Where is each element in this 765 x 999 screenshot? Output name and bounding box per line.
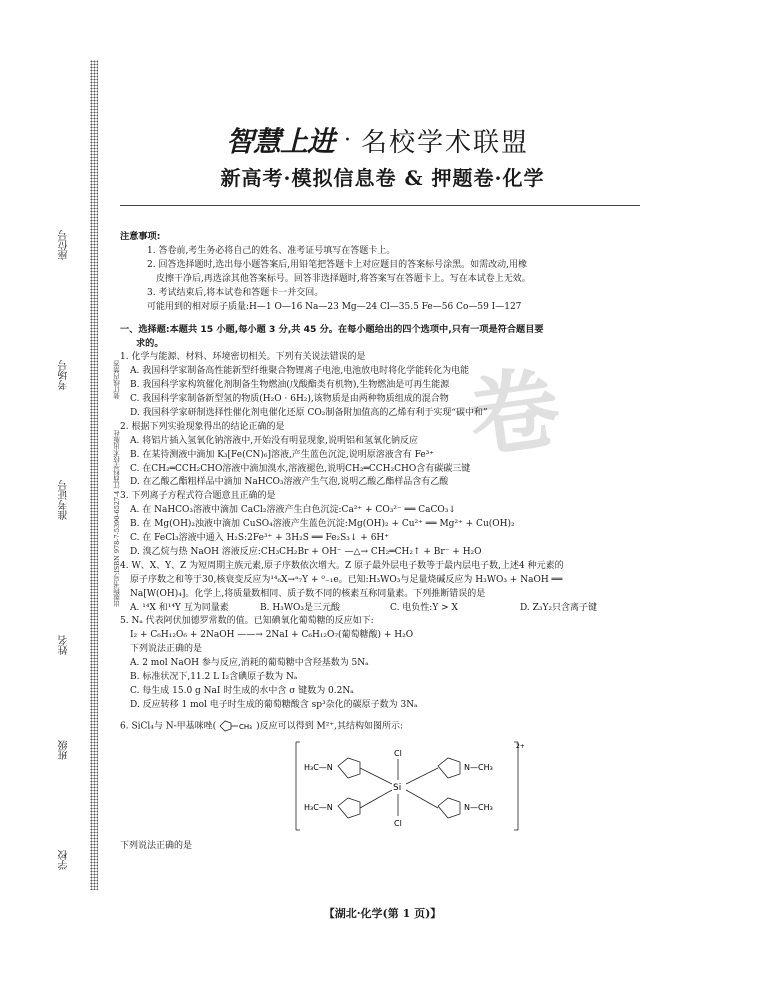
question-stem — [120, 719, 650, 734]
question-stem: 1. 化学与能源、材料、环境密切相关。下列有关说法错误的是 — [120, 352, 366, 363]
option-c: C. 我国科学家制备新型氢的物质(H₂O · 6H₂),该物质是由两种物质组成的混合物 — [130, 393, 449, 404]
notice-item-3: 3. 考试结束后,将本试卷和答题卡一并交回。 — [147, 287, 324, 298]
option-d: D. 我国科学家研制选择性催化剂电催化还原 CO₂制备附加值高的乙烯有利于实现“碳中和” — [130, 407, 488, 418]
question-lead: 下列说法正确的是 — [130, 644, 203, 655]
header-divider — [120, 205, 640, 206]
option-c: C. 在CH₂═CCH₂CHO溶液中滴加溴水,溶液褪色,说明CH₂═CCH₂CHO含有碳碳三键 — [130, 463, 471, 474]
question-stem: 4. W、X、Y、Z 为短周期主族元素,原子序数依次增大。Z 原子最外层电子数等于最内层电子数,上述4 种元素的 — [120, 560, 564, 571]
notice-heading: 注意事项: — [120, 231, 161, 242]
option-a: A. ¹⁴X 和¹⁴Y 互为同量素 — [130, 602, 229, 613]
exam-content — [120, 230, 650, 854]
question-3 — [120, 490, 650, 560]
option-b: B. H₃WO₃是三元酸 — [260, 602, 341, 613]
name-label: 姓名 — [58, 635, 70, 655]
imidazole-ring — [338, 758, 360, 778]
question-2 — [120, 421, 650, 491]
page-footer: 【湖北·化学(第 1 页)】 — [323, 907, 442, 920]
imidazole-ring — [338, 798, 360, 818]
options-row — [120, 602, 650, 616]
charge-label: 2+ — [516, 743, 525, 751]
question-1 — [120, 351, 650, 421]
question-stem: 3. 下列离子方程式符合题意且正确的是 — [120, 491, 276, 502]
methyl-label-right-bottom: N—CH₃ — [464, 803, 493, 813]
cl-label-bottom: Cl — [394, 819, 402, 829]
question-stem: 5. Nₐ 代表阿伏加德罗常数的值。已知碘氧化葡萄糖的反应如下: — [120, 616, 374, 627]
class-label: 班级 — [58, 740, 70, 760]
seat-number-label: 座位号 — [58, 230, 70, 260]
class-field — [42, 740, 86, 760]
methyl-label-left-top: H₃C—N — [304, 763, 333, 773]
section-heading: 一、选择题:本题共 15 小题,每小题 3 分,共 45 分。在每小题给出的四个选项中,只有一项是符合题目要 — [120, 324, 544, 336]
svg-text:CH₃: CH₃ — [239, 722, 253, 731]
question-stem-cont: 原子序数之和等于30,核衰变反应为¹⁴₆X→ᵃ₇Y + ⁰₋₁e。已知:H₃WO₃与足量烧碱反应为 H₃WO₃ + NaOH ══ — [130, 574, 563, 585]
imidazole-ring — [438, 798, 460, 818]
option-d: D. 反应转移 1 mol 电子时生成的葡萄糖酸含 sp³杂化的碳原子数为 3Nₐ — [130, 699, 418, 710]
school-label: 学校 — [58, 850, 70, 870]
question-6 — [120, 719, 650, 854]
methyl-label-right-top: N—CH₃ — [464, 763, 493, 773]
league-name: 名校学术联盟 — [361, 127, 530, 158]
exam-room-label: 考场号 — [58, 360, 70, 390]
admission-number-label: 准考证号 — [58, 480, 70, 520]
si-label: Si — [393, 783, 402, 794]
option-c: C. 电负性:Y > X — [390, 602, 458, 613]
notice-item-2-cont: 皮擦干净后,再选涂其他答案标号。回答非选择题时,将答案写在答题卡上。写在本试卷上无效。 — [156, 273, 531, 284]
option-b: B. 我国科学家构筑催化剂制备生物燃油(戊酸酯类有机物),生物燃油是可再生能源 — [130, 380, 450, 391]
school-field — [42, 850, 86, 870]
question-stem-cont: Na[W(OH)₄]。化学上,将质量数相同、质子数不同的核素互称同量素。下列推断错误的是 — [130, 588, 486, 599]
exam-room-field — [42, 360, 86, 390]
option-d: D. Z₃Y₂只含离子键 — [520, 602, 598, 613]
imidazole-ring — [438, 758, 460, 778]
reaction-equation: I₂ + C₆H₁₂O₆ + 2NaOH ——→ 2NaI + C₆H₁₂O₇(葡萄糖酸) + H₂O — [130, 630, 414, 641]
option-a: A. 在 NaHCO₃溶液中滴加 CaCl₂溶液产生白色沉淀:Ca²⁺ + CO₃²⁻ ══ CaCO₃↓ — [130, 505, 456, 516]
option-a: A. 2 mol NaOH 参与反应,消耗的葡萄糖中含羟基数为 5Nₐ — [130, 658, 369, 669]
option-c: C. 在 FeCl₃溶液中通入 H₂S:2Fe³⁺ + 3H₂S ══ Fe₂S₃↓ + 6H⁺ — [130, 533, 390, 544]
question-4 — [120, 560, 650, 616]
option-b: B. 标准状况下,11.2 L I₂含碘原子数为 Nₐ — [130, 672, 298, 683]
option-a: A. 我国科学家制备高性能新型纤维聚合物锂离子电池,电池放电时将化学能转化为电能 — [130, 366, 470, 377]
option-d: D. 溴乙烷与热 NaOH 溶液反应:CH₃CH₂Br + OH⁻ —△→ CH₂═CH₂↑ + Br⁻ + H₂O — [130, 546, 482, 557]
name-field — [42, 635, 86, 655]
question-stem: 2. 根据下列实验现象得出的结论正确的是 — [120, 421, 285, 432]
option-a: A. 将铝片插入氢氧化钠溶液中,开始没有明显现象,说明铝和氢氧化钠反应 — [130, 435, 418, 446]
publisher-info: 出版物书号:ISBN 978-7-5390-6527-4 江西科学技术出版社 — [113, 430, 121, 608]
notice-item-1: 1. 答卷前,考生务必将自己的姓名、准考证号填写在答题卡上。 — [147, 245, 396, 256]
methylimidazole-icon — [216, 719, 256, 733]
watermark-logo: 卷 — [462, 354, 567, 472]
structure-svg — [290, 738, 530, 834]
option-d: D. 在乙酸乙酯粗样品中滴加 NaHCO₃溶液产生气泡,说明乙酸乙酯样品含有乙酸 — [130, 477, 449, 488]
question-5 — [120, 615, 650, 712]
stem-pre: 6. SiCl₄与 N-甲基咪唑( — [120, 721, 217, 732]
option-b: B. 在某待测液中滴加 K₃[Fe(CN)₆]溶液,产生蓝色沉淀,说明原溶液含有 Fe³⁺ — [130, 449, 435, 460]
brand-header — [226, 123, 529, 157]
seal-text: 装订线内禁答 — [113, 360, 121, 399]
notice-item-2: 2. 回答选择题时,选出每小题答案后,用铅笔把答题卡上对应题目的答案标号涂黑。如需改动,用橡 — [147, 259, 528, 270]
section-heading-cont: 求的。 — [136, 338, 164, 350]
option-c: C. 每生成 15.0 g NaI 时生成的水中含 σ 键数为 0.2Nₐ — [130, 686, 354, 696]
stem-post: )反应可以得到 M²⁺,其结构如图所示: — [256, 721, 403, 732]
structure-diagram — [290, 738, 530, 834]
notice-list — [120, 245, 650, 301]
admission-number-field — [42, 480, 86, 520]
question-lead: 下列说法正确的是 — [120, 841, 193, 852]
cl-label-top: Cl — [394, 749, 402, 759]
seat-number-field — [42, 230, 86, 260]
option-b: B. 在 Mg(OH)₂浊液中滴加 CuSO₄溶液产生蓝色沉淀:Mg(OH)₂ + Cu²⁺ ══ Mg²⁺ + Cu(OH)₂ — [130, 519, 515, 530]
methyl-label-left-bottom: H₃C—N — [304, 803, 333, 813]
brand-separator: · — [344, 127, 352, 153]
page-title: 新高考·模拟信息卷 & 押题卷·化学 — [220, 166, 545, 190]
brand-logo: 智慧上进 — [226, 125, 335, 158]
atomic-masses: 可能用到的相对原子质量:H—1 O—16 Na—23 Mg—24 Cl—35.5 Fe—56 Co—59 I—127 — [147, 301, 522, 312]
